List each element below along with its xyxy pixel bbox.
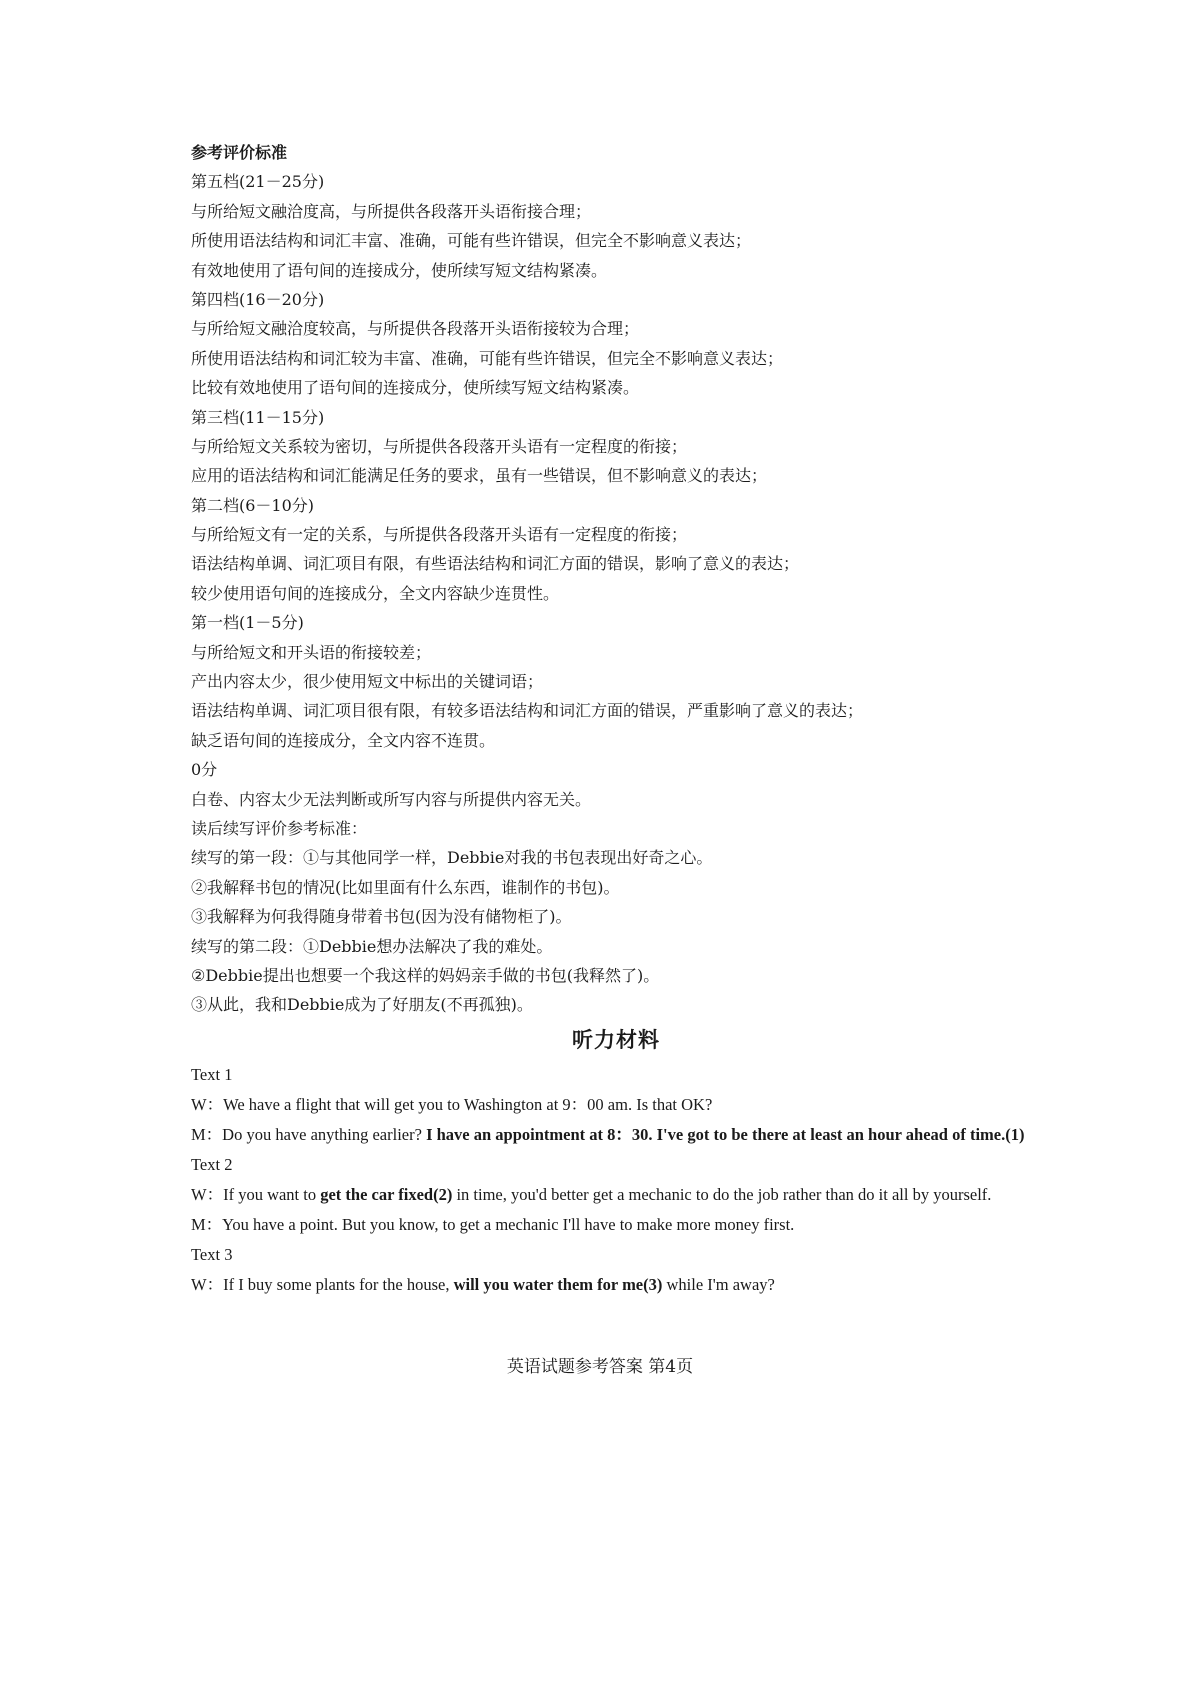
text-1-man-line bbox=[191, 1120, 1041, 1150]
text-1-man-plain: M：Do you have anything earlier? bbox=[191, 1124, 427, 1144]
page-content bbox=[191, 138, 1041, 1300]
criteria-line: ③我解释为何我得随身带着书包(因为没有储物柜了)。 bbox=[191, 907, 572, 927]
criteria-line: 第二档(6－10分) bbox=[191, 495, 315, 515]
criteria-line: 所使用语法结构和词汇较为丰富、准确，可能有些许错误，但完全不影响意义表达； bbox=[191, 348, 784, 368]
text-2-woman-post: in time, you'd better get a mechanic to do the job rather than do it all by yourself. bbox=[452, 1184, 992, 1204]
criteria-list bbox=[191, 167, 1041, 1019]
listening-material bbox=[191, 1060, 1041, 1300]
criteria-line: 应用的语法结构和词汇能满足任务的要求，虽有一些错误，但不影响意义的表达； bbox=[191, 466, 768, 486]
text-3-woman-pre: W：If I buy some plants for the house, bbox=[191, 1274, 454, 1294]
criteria-line: ③从此，我和Debbie成为了好朋友(不再孤独)。 bbox=[191, 995, 533, 1015]
criteria-line: 续写的第一段：①与其他同学一样，Debbie对我的书包表现出好奇之心。 bbox=[191, 848, 713, 868]
criteria-line: 0分 bbox=[191, 760, 218, 780]
criteria-line: ②Debbie提出也想要一个我这样的妈妈亲手做的书包(我释然了)。 bbox=[191, 965, 660, 985]
criteria-line: 第三档(11－15分) bbox=[191, 407, 325, 427]
criteria-line: 与所给短文融洽度高，与所提供各段落开头语衔接合理； bbox=[191, 201, 592, 221]
text-3-woman-post: while I'm away? bbox=[662, 1274, 775, 1294]
criteria-line: 白卷、内容太少无法判断或所写内容与所提供内容无关。 bbox=[191, 789, 592, 809]
criteria-line: 产出内容太少，很少使用短文中标出的关键词语； bbox=[191, 672, 544, 692]
criteria-line: 续写的第二段：①Debbie想办法解决了我的难处。 bbox=[191, 936, 553, 956]
text-1-woman-line: W：We have a flight that will get you to Washington at 9：00 am. Is that OK? bbox=[191, 1094, 713, 1114]
criteria-line: 第一档(1－5分) bbox=[191, 613, 304, 633]
text-3-woman-answer: will you water them for me(3) bbox=[453, 1274, 663, 1294]
criteria-line: 语法结构单调、词汇项目有限，有些语法结构和词汇方面的错误，影响了意义的表达； bbox=[191, 554, 800, 574]
criteria-line: 有效地使用了语句间的连接成分，使所续写短文结构紧凑。 bbox=[191, 260, 608, 280]
page-footer: 英语试题参考答案 第4页 bbox=[506, 1357, 694, 1377]
criteria-line: 比较有效地使用了语句间的连接成分，使所续写短文结构紧凑。 bbox=[191, 378, 640, 398]
criteria-heading: 参考评价标准 bbox=[191, 143, 288, 162]
criteria-line: 读后续写评价参考标准： bbox=[191, 818, 368, 838]
criteria-line: 与所给短文和开头语的衔接较差； bbox=[191, 642, 432, 662]
listening-title: 听力材料 bbox=[572, 1027, 660, 1052]
text-2-label: Text 2 bbox=[191, 1154, 233, 1174]
text-3-label: Text 3 bbox=[191, 1244, 233, 1264]
criteria-line: ②我解释书包的情况(比如里面有什么东西，谁制作的书包)。 bbox=[191, 877, 620, 897]
criteria-line: 与所给短文关系较为密切，与所提供各段落开头语有一定程度的衔接； bbox=[191, 436, 688, 456]
criteria-line: 较少使用语句间的连接成分，全文内容缺少连贯性。 bbox=[191, 583, 560, 603]
text-2-woman-answer: get the car fixed(2) bbox=[320, 1184, 453, 1204]
criteria-line: 与所给短文融洽度较高，与所提供各段落开头语衔接较为合理； bbox=[191, 319, 640, 339]
criteria-line: 第四档(16－20分) bbox=[191, 289, 325, 309]
criteria-line: 所使用语法结构和词汇丰富、准确，可能有些许错误，但完全不影响意义表达； bbox=[191, 231, 752, 251]
text-3-woman-line bbox=[191, 1270, 1041, 1300]
criteria-line: 第五档(21－25分) bbox=[191, 172, 325, 192]
text-2-woman-pre: W：If you want to bbox=[191, 1184, 321, 1204]
criteria-line: 语法结构单调、词汇项目很有限，有较多语法结构和词汇方面的错误，严重影响了意义的表达； bbox=[191, 701, 864, 721]
criteria-line: 与所给短文有一定的关系，与所提供各段落开头语有一定程度的衔接； bbox=[191, 525, 688, 545]
text-2-woman-line bbox=[191, 1180, 1041, 1210]
text-1-man-answer: I have an appointment at 8：30. I've got to be there at least an hour ahead of time.(1) bbox=[426, 1124, 1025, 1144]
text-1-label: Text 1 bbox=[191, 1064, 233, 1084]
criteria-line: 缺乏语句间的连接成分，全文内容不连贯。 bbox=[191, 730, 496, 750]
text-2-man-line: M：You have a point. But you know, to get a mechanic I'll have to make more money first. bbox=[191, 1214, 795, 1234]
